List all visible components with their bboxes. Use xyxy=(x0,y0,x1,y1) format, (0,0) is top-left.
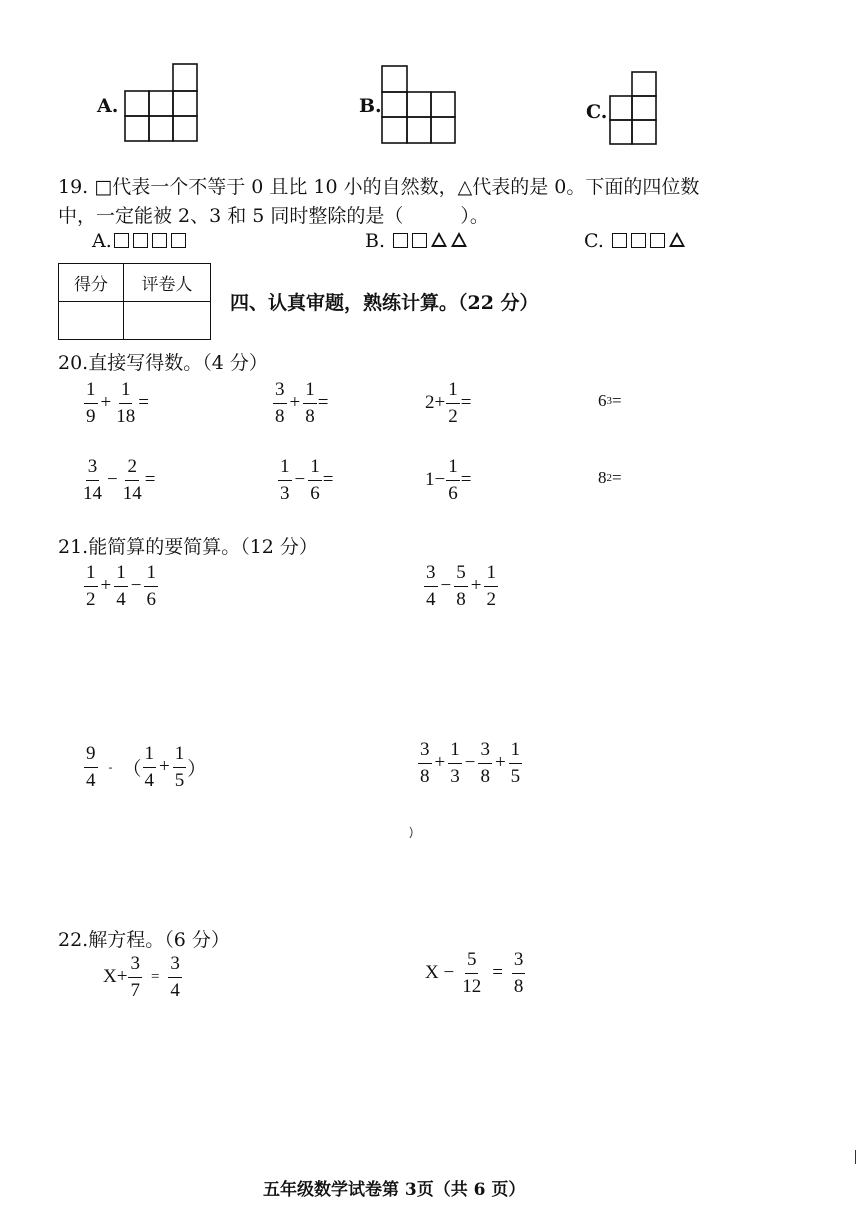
figure-b xyxy=(380,64,458,146)
square-icon xyxy=(133,233,148,248)
fraction: $\frac{1}{6}$ xyxy=(146,562,156,610)
fraction: $\frac{1}{2}$ xyxy=(448,379,458,427)
fraction: $\frac{5}{8}$ xyxy=(456,562,466,610)
fraction: $\frac{3}{8}$ xyxy=(480,739,490,787)
fraction: $\frac{3}{14}$ xyxy=(83,456,102,504)
triangle-icon xyxy=(431,232,447,247)
q20-item-6: $\frac{1}{3}$ − $\frac{1}{6}$ = xyxy=(280,456,334,504)
square-icon xyxy=(631,233,646,248)
grader-cell[interactable] xyxy=(124,302,211,340)
triangle-icon xyxy=(669,232,685,247)
q22-equation-2: X − $\frac{5}{12}$ = $\frac{3}{8}$ xyxy=(425,949,524,997)
fraction: $\frac{3}{7}$ xyxy=(130,953,140,1001)
option-c-label: C. xyxy=(586,101,608,123)
fraction: $\frac{1}{18}$ xyxy=(116,379,136,427)
q22-title: 22.解方程。（6 分） xyxy=(58,929,230,951)
q20-item-7: 1− $\frac{1}{6}$ = xyxy=(425,456,472,504)
square-icon xyxy=(152,233,167,248)
fraction: $\frac{1}{2}$ xyxy=(86,562,96,610)
q20-item-2: $\frac{3}{8}$ + $\frac{1}{8}$ = xyxy=(275,379,329,427)
q21-expr-1: $\frac{1}{2}$ + $\frac{1}{4}$ − $\frac{1}{6}$ xyxy=(86,562,156,610)
option-a-label: A. xyxy=(97,95,119,117)
q19-option-c-label: C. xyxy=(584,230,604,252)
q22-equation-1: X+ $\frac{3}{7}$ = $\frac{3}{4}$ xyxy=(103,953,180,1001)
page-footer: 五年级数学试卷第 3页（共 6 页） xyxy=(263,1180,526,1200)
square-icon xyxy=(393,233,408,248)
square-icon xyxy=(650,233,665,248)
q21-expr-4: $\frac{3}{8}$ + $\frac{1}{3}$ − $\frac{3}{8}$ + $\frac{1}{5}$ xyxy=(420,739,521,787)
q20-item-8: 8 2 = xyxy=(598,468,622,487)
q20-item-3: 2+ $\frac{1}{2}$ = xyxy=(425,379,472,427)
score-cell[interactable] xyxy=(59,302,124,340)
fraction: $\frac{1}{3}$ xyxy=(450,739,460,787)
q20-title: 20.直接写得数。（4 分） xyxy=(58,352,268,374)
figure-c xyxy=(608,70,660,146)
q20-item-1: $\frac{1}{9}$ + $\frac{1}{18}$ = xyxy=(86,379,149,427)
fraction: $\frac{3}{8}$ xyxy=(275,379,285,427)
fraction: $\frac{1}{9}$ xyxy=(86,379,96,427)
fraction: $\frac{1}{4}$ xyxy=(144,743,155,791)
q19-text-line1: 19. □代表一个不等于 0 且比 10 小的自然数，△代表的是 0。下面的四位数 xyxy=(58,176,700,198)
fraction: $\frac{1}{4}$ xyxy=(116,562,126,610)
scan-mark xyxy=(409,826,415,840)
fraction: $\frac{3}{8}$ xyxy=(513,949,524,997)
fraction: $\frac{3}{4}$ xyxy=(426,562,436,610)
q19-option-b-label: B. xyxy=(365,230,386,252)
q21-expr-3: $\frac{9}{4}$ - （ $\frac{1}{4}$ + $\frac{1}{5}$ ） xyxy=(86,743,207,791)
fraction: $\frac{3}{8}$ xyxy=(420,739,430,787)
fraction: $\frac{1}{6}$ xyxy=(448,456,458,504)
square-icon xyxy=(612,233,627,248)
fraction: $\frac{1}{2}$ xyxy=(486,562,496,610)
q19-text-line2: 中，一定能被 2、3 和 5 同时整除的是（ ）。 xyxy=(58,205,489,227)
q19-option-a-label: A. xyxy=(92,230,112,252)
q21-expr-2: $\frac{3}{4}$ − $\frac{5}{8}$ + $\frac{1}{2}$ xyxy=(426,562,496,610)
fraction: $\frac{1}{5}$ xyxy=(510,739,521,787)
edge-mark xyxy=(855,1150,856,1164)
score-table xyxy=(58,263,211,340)
fraction: $\frac{1}{8}$ xyxy=(305,379,315,427)
q19-option-b xyxy=(365,230,469,252)
fraction: $\frac{1}{5}$ xyxy=(174,743,185,791)
q20-item-5: $\frac{3}{14}$ − $\frac{2}{14}$ = xyxy=(83,456,156,504)
square-icon xyxy=(412,233,427,248)
q19-option-a xyxy=(92,230,188,252)
figure-a xyxy=(124,62,200,144)
score-header: 得分 xyxy=(59,264,124,302)
triangle-icon xyxy=(451,232,467,247)
fraction: $\frac{2}{14}$ xyxy=(122,456,142,504)
grader-header: 评卷人 xyxy=(124,264,211,302)
section-title: 四、认真审题，熟练计算。（22 分） xyxy=(230,292,539,314)
fraction: $\frac{3}{4}$ xyxy=(170,953,180,1001)
square-icon xyxy=(114,233,129,248)
q21-title: 21.能简算的要简算。（12 分） xyxy=(58,536,318,558)
fraction: $\frac{9}{4}$ xyxy=(86,743,96,791)
fraction: $\frac{5}{12}$ xyxy=(462,949,482,997)
fraction: $\frac{1}{6}$ xyxy=(310,456,320,504)
square-icon xyxy=(171,233,186,248)
q20-item-4: 6 3 = xyxy=(598,391,622,410)
fraction: $\frac{1}{3}$ xyxy=(280,456,290,504)
q19-option-c xyxy=(584,230,687,252)
option-b-label: B. xyxy=(359,95,382,117)
